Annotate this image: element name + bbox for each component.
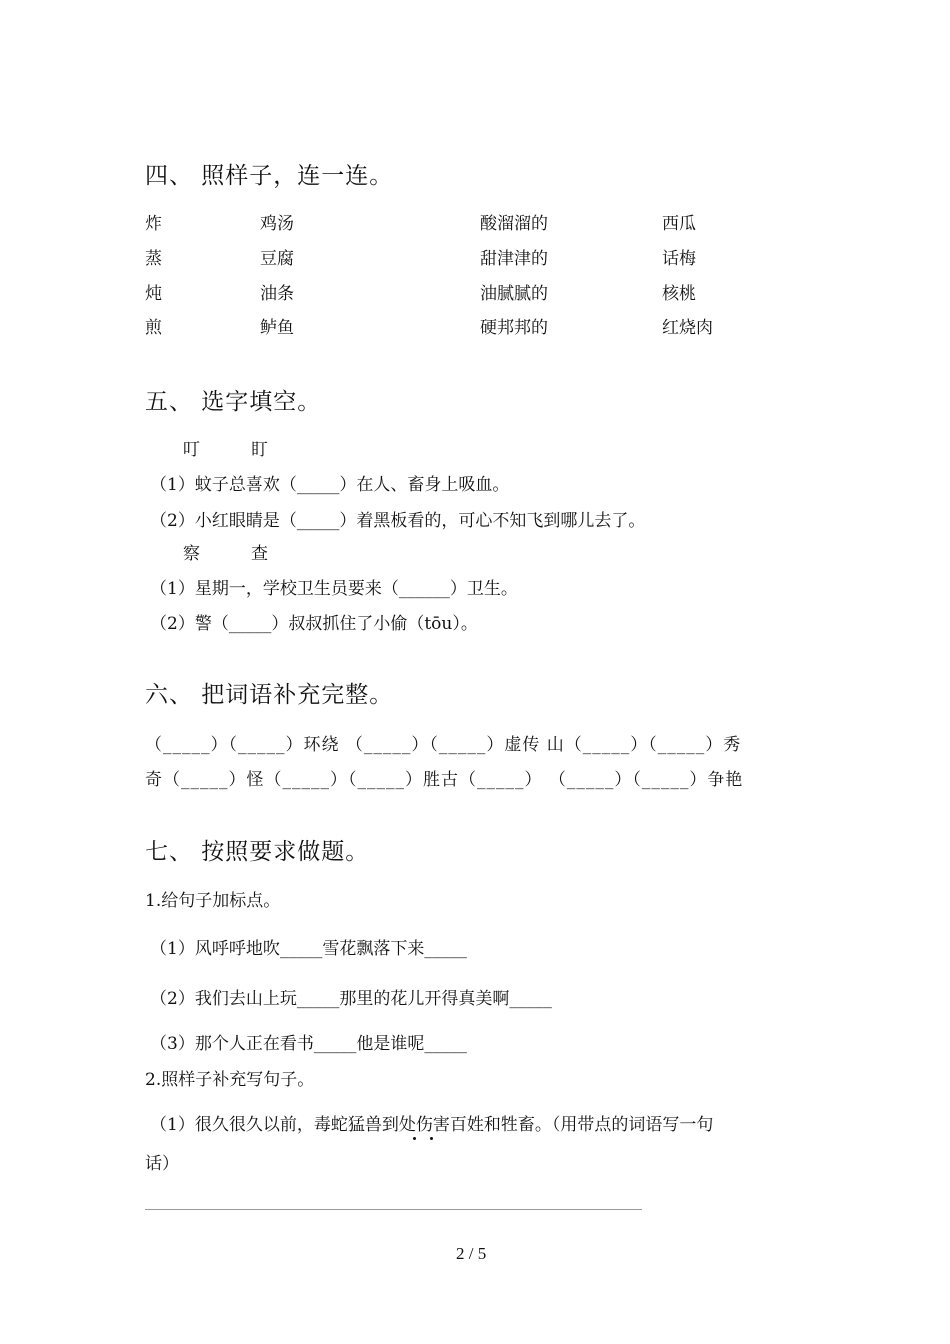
s4-col4-item: 话梅 xyxy=(662,249,696,269)
s4-col3-item: 酸溜溜的 xyxy=(480,214,548,234)
s4-col2-item: 油条 xyxy=(260,284,294,304)
s5-question: （1）蚊子总喜欢（_____）在人、畜身上吸血。 xyxy=(150,475,510,495)
s7-example-sentence-cont: 话） xyxy=(145,1154,179,1174)
s4-col1-item: 炸 xyxy=(145,214,162,234)
section-6-heading: 六、 把词语补充完整。 xyxy=(145,682,394,708)
s7-task-title: 1.给句子加标点。 xyxy=(145,891,281,911)
s6-line: 奇（_____）怪（_____）（_____）胜古（_____） （_____）（_____）争艳 xyxy=(145,770,744,790)
s7-punctuation-item: （3）那个人正在看书_____他是谁呢_____ xyxy=(150,1034,467,1054)
emphasis-dot xyxy=(413,1137,416,1140)
section-7-heading: 七、 按照要求做题。 xyxy=(145,839,370,865)
s4-col3-item: 甜津津的 xyxy=(480,249,548,269)
s4-col2-item: 鲈鱼 xyxy=(260,318,294,338)
s5-char-pair: 叮 盯 xyxy=(183,440,268,460)
answer-line xyxy=(145,1209,642,1210)
s4-col4-item: 核桃 xyxy=(662,284,696,304)
s4-col2-item: 鸡汤 xyxy=(260,214,294,234)
s4-col1-item: 炖 xyxy=(145,284,162,304)
s4-col4-item: 西瓜 xyxy=(662,214,696,234)
s4-col2-item: 豆腐 xyxy=(260,249,294,269)
page-number: 2 / 5 xyxy=(456,1244,487,1263)
s4-col3-item: 硬邦邦的 xyxy=(480,318,548,338)
s5-char-pair: 察 查 xyxy=(183,544,268,564)
s4-col4-item: 红烧肉 xyxy=(662,318,713,338)
s7-task-title: 2.照样子补充写句子。 xyxy=(145,1070,315,1090)
s4-col3-item: 油腻腻的 xyxy=(480,284,548,304)
s4-col1-item: 蒸 xyxy=(145,249,162,269)
emphasis-dot xyxy=(430,1137,433,1140)
s5-question: （2）小红眼睛是（_____）着黑板看的，可心不知飞到哪儿去了。 xyxy=(150,511,646,531)
s7-punctuation-item: （1）风呼呼地吹_____雪花飘落下来_____ xyxy=(150,939,467,959)
s4-col1-item: 煎 xyxy=(145,318,162,338)
s6-line: （_____）（_____）环绕 （_____）（_____）虚传 山（_____）（_____）秀 xyxy=(145,735,742,755)
section-5-heading: 五、 选字填空。 xyxy=(145,389,322,415)
s5-question: （1）星期一，学校卫生员要来（______）卫生。 xyxy=(150,579,518,599)
s7-example-sentence: （1）很久很久以前，毒蛇猛兽到处伤害百姓和牲畜。（用带点的词语写一句 xyxy=(150,1115,714,1135)
s7-punctuation-item: （2）我们去山上玩_____那里的花儿开得真美啊_____ xyxy=(150,989,552,1009)
section-4-heading: 四、 照样子，连一连。 xyxy=(145,163,394,189)
s5-question: （2）警（_____）叔叔抓住了小偷（tōu）。 xyxy=(150,614,478,634)
